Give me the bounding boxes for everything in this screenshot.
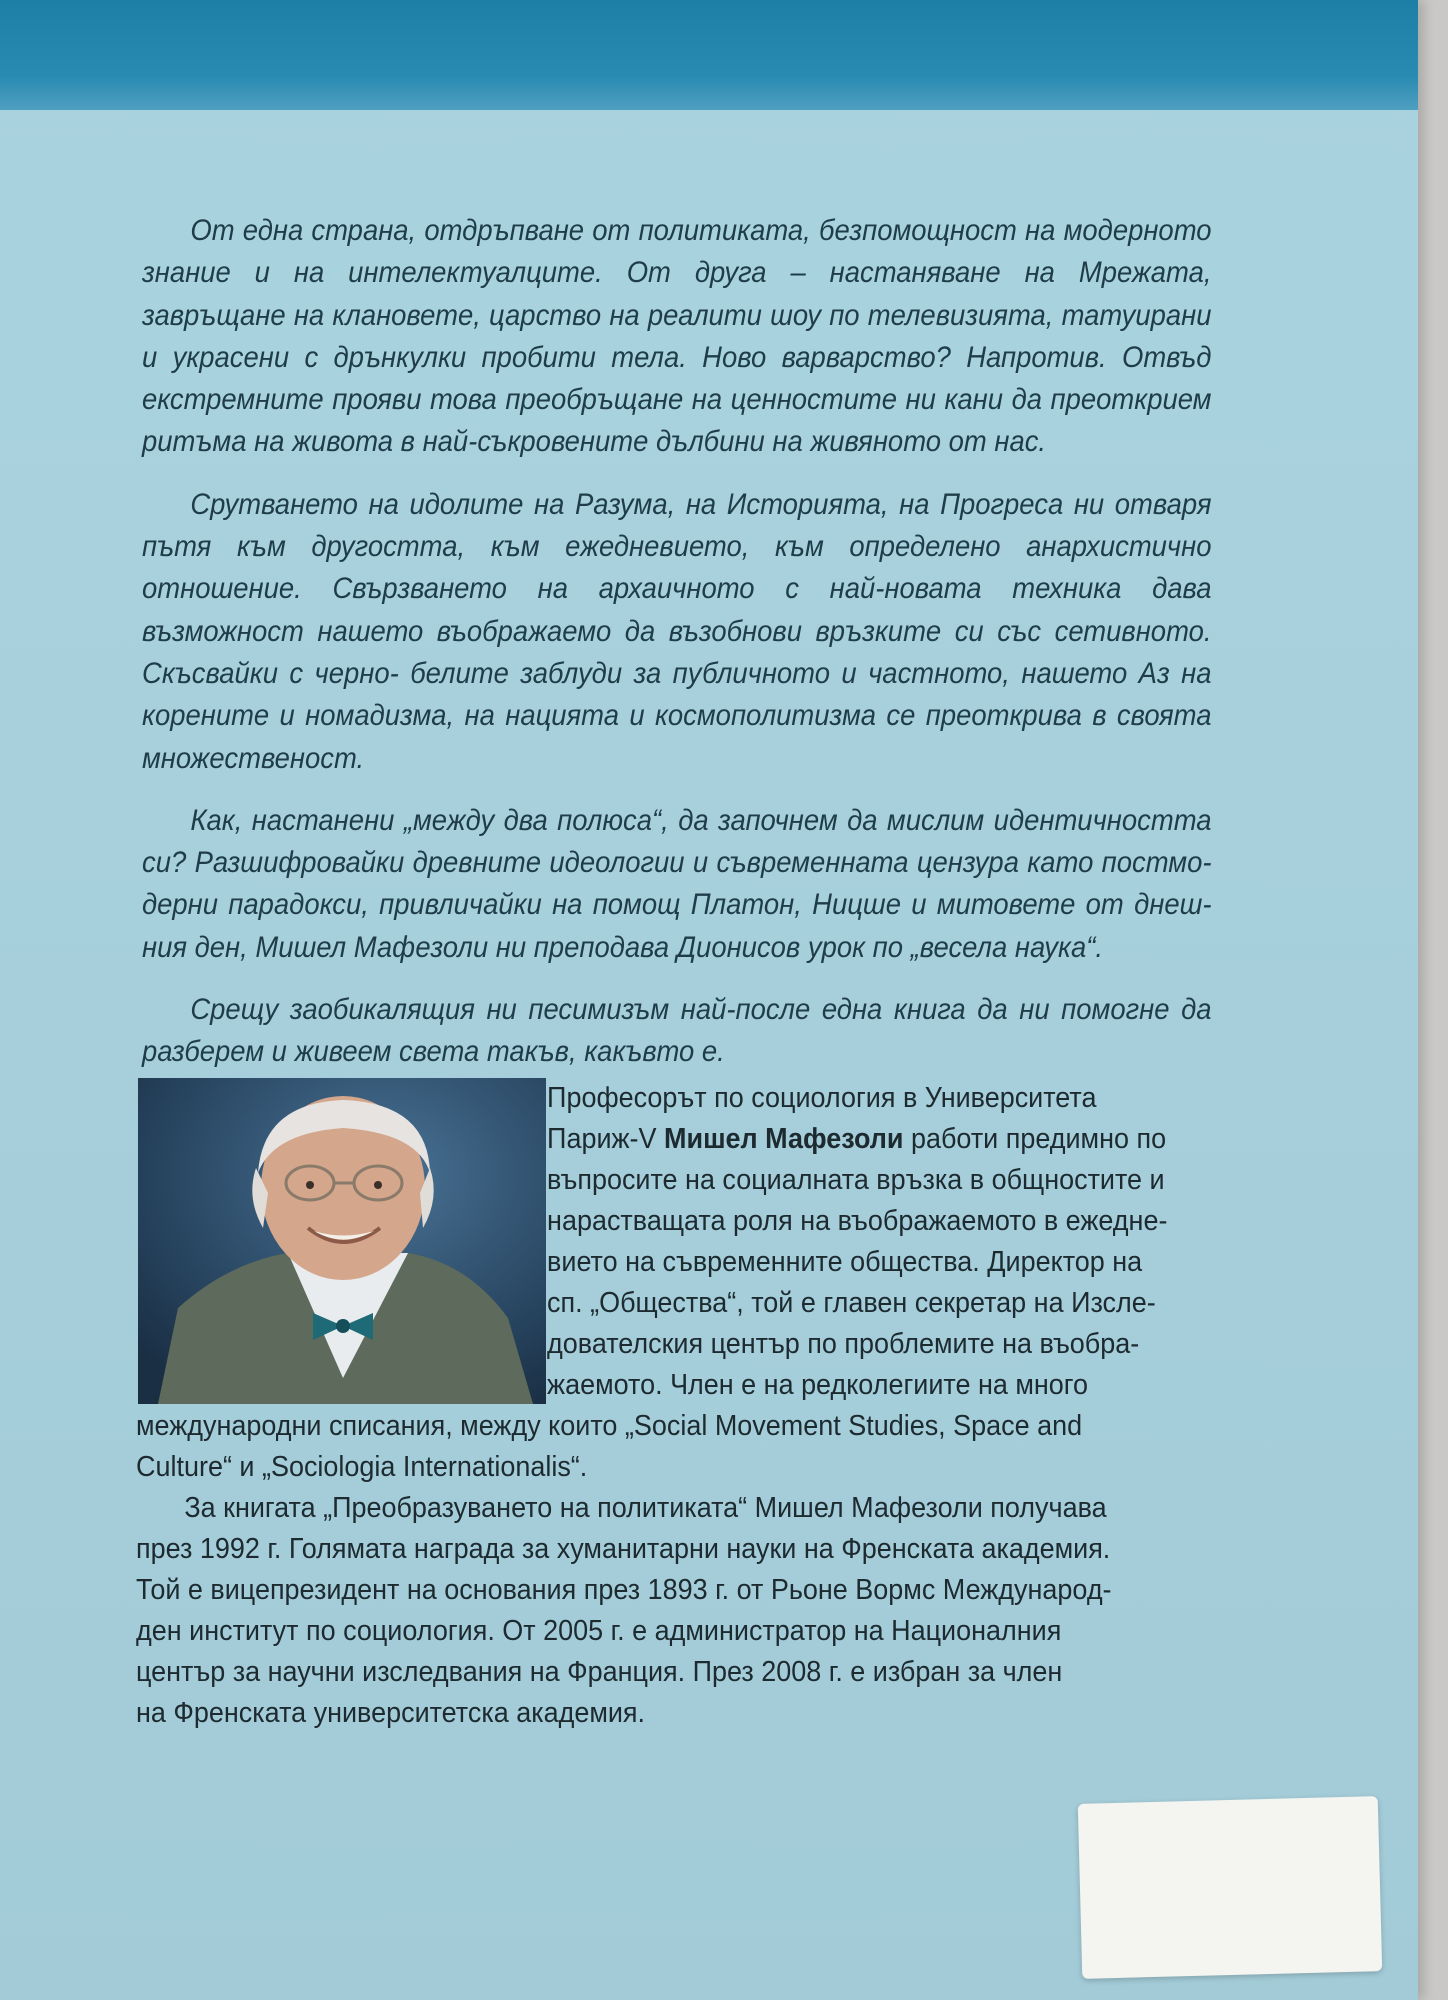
top-color-band <box>0 0 1418 110</box>
bio-line-with-name: Париж-V Мишел Мафезоли работи предимно по <box>547 1123 1167 1155</box>
author-name: Мишел Мафезоли <box>664 1123 904 1155</box>
bio-wrap-block: Професорът по социология в Университета Париж-V Мишел Мафезоли работи предимно по въпросите на социалната връзка в общностите и нарастващата роля на въображаемото в ежедне- вието на съвременните общества. Директор на сп. „Общества“, той е главен секретар на Изсле- дователския център по проблемите на въобра- жаемото. Член е на редколегиите на много <box>547 1078 1220 1406</box>
white-sticker <box>1078 1796 1382 1979</box>
blurb-text <box>142 210 1212 1094</box>
blurb-paragraph: Срутването на идолите на Разума, на Историята, на Прогреса ни отваря пътя към другостта, към ежедневието, към определено анархистично отношение. Свързването на архаичното с най-новата техника дава възможност нашето въображаемо да възобнови връзките си със сетивното. Скъсвайки с черно- белите заблуди за публичното и частното, нашето Аз на корените и номадизма, на нацията и космополитизма се преоткрива в своята множественост. <box>142 487 1212 775</box>
author-bio: Професорът по социология в Университета Париж-V Мишел Мафезоли работи предимно по въпросите на социалната връзка в общностите и нарастващата роля на въображаемото в ежедне- вието на съвременните общества. Директор на сп. „Общества“, той е главен секретар на Изсле- дователския център по проблемите на въобра- жаемото. Член е на редколегиите на много международни списания, между които „Social Movement Studies, Space and Culture“ и „Sociologia Internationalis“. За книгата „Преобразуването на политиката“ Мишел Мафезоли получава през 1992 г. Голямата награда за хуманитарни науки на Френската академия. Той е вицепрезидент на основания през 1893 г. от Рьоне Вормс Международ- ден институт по социология. От 2005 г. е администратор на Националния център за научни изследвания на Франция. През 2008 г. е избран за член на Френската университетска академия. <box>136 1078 1252 1734</box>
blurb-paragraph: Как, настанени „между два полюса“, да започнем да мислим идентичността си? Разшифровайки древните идеологии и съвременната цензура като постмо- дерни парадокси, привличайки на помощ Платон, Ницше и митовете от днеш- ния ден, Мишел Мафезоли ни преподава Дионисов урок по „весела наука“. <box>142 803 1212 964</box>
blurb-paragraph: От една страна, отдръпване от политиката, безпомощност на модерното знание и на интелектуалците. От друга – настаняване на Мрежата, завръщане на клановете, царство на реалити шоу по телевизията, татуирани и украсени с дрънкулки пробити тела. Ново варварство? Напротив. Отвъд екстремните прояви това преобръщане на ценностите ни кани да преоткрием ритъма на живота в най-съкровените дълбини на живяното от нас. <box>142 214 1212 459</box>
blurb-paragraph: Срещу заобикалящия ни песимизъм най-после една книга да ни помогне да разберем и живеем света такъв, какъвто е. <box>142 993 1212 1069</box>
